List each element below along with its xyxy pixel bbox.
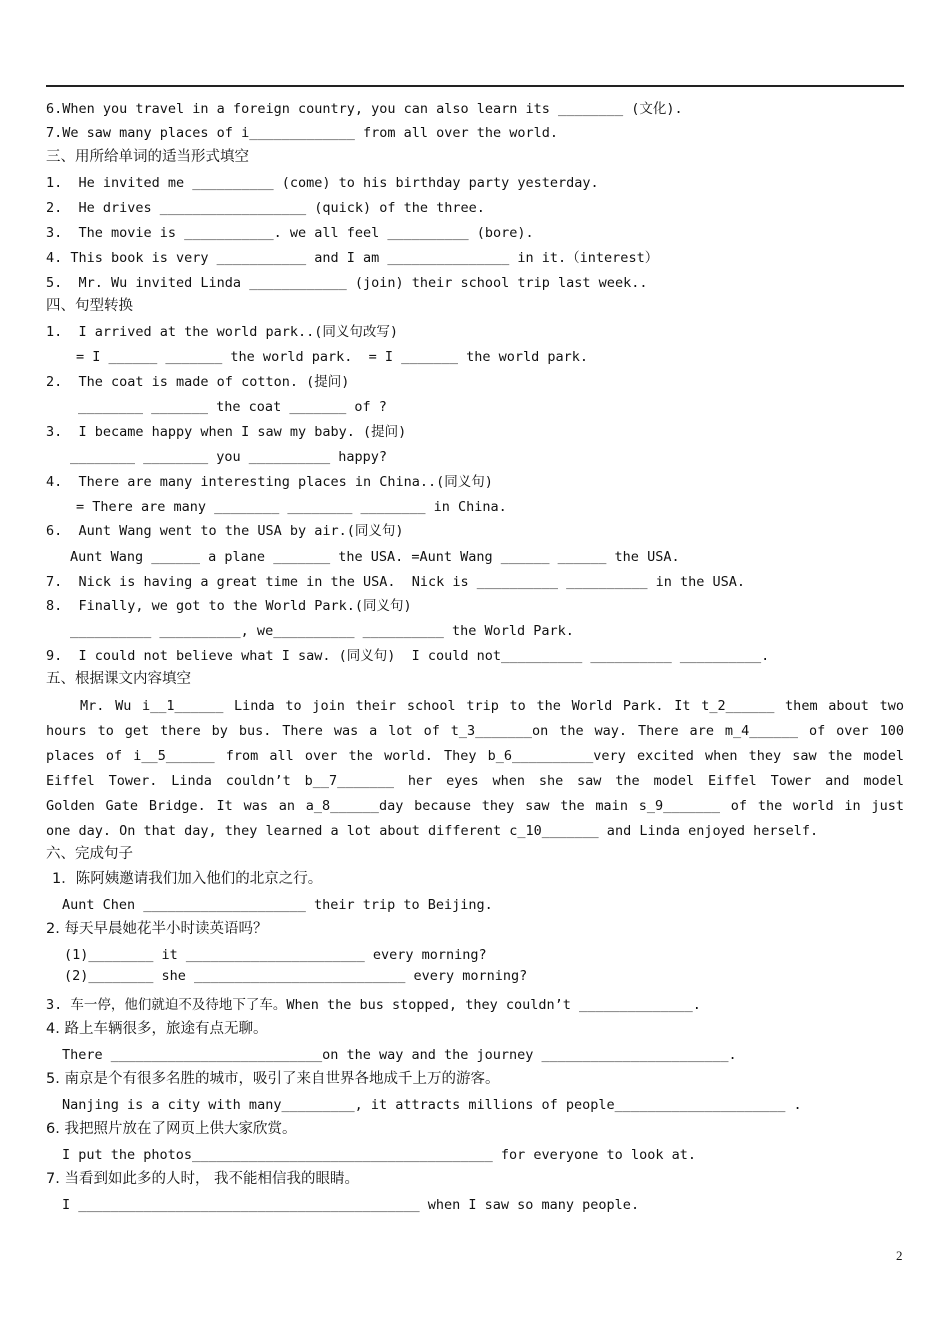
line-9: 四、句型转换 — [46, 298, 133, 314]
line-14: 3. I became happy when I saw my baby. (提问) — [46, 424, 407, 440]
line-35: (1)________ it ______________________ every morning? — [64, 947, 487, 963]
line-38: 4. 路上车辆很多，旅途有点无聊。 — [46, 1021, 268, 1037]
line-21: 8. Finally, we got to the World Park.(同义句) — [46, 598, 412, 614]
line-45: I __________________________________________ when I saw so many people. — [62, 1197, 640, 1213]
line-19: Aunt Wang ______ a plane _______ the USA. =Aunt Wang ______ ______ the USA. — [70, 549, 680, 565]
line-29: Golden Gate Bridge. It was an a_8______day because they saw the main s_9_______ of the world in just — [46, 798, 904, 814]
line-41: Nanjing is a city with many_________, it attracts millions of people_____________________ . — [62, 1097, 802, 1113]
line-1: 6.When you travel in a foreign country, you can also learn its ________ (文化). — [46, 101, 683, 117]
line-20: 7. Nick is having a great time in the USA. Nick is __________ __________ in the USA. — [46, 574, 745, 590]
line-7: 4. This book is very ___________ and I am _______________ in it.（interest） — [46, 250, 659, 266]
line-40: 5. 南京是个有很多名胜的城市，吸引了来自世界各地成千上万的游客。 — [46, 1071, 500, 1087]
line-27: places of i__5______ from all over the world. They b_6__________very excited when they saw the model — [46, 748, 904, 764]
line-10: 1. I arrived at the world park..(同义句改写) — [46, 324, 398, 340]
line-36: (2)________ she __________________________ every morning? — [64, 968, 528, 984]
top-rule — [46, 85, 904, 87]
line-31: 六、完成句子 — [46, 846, 133, 862]
line-39: There __________________________on the way and the journey _______________________. — [62, 1047, 737, 1063]
line-23: 9. I could not believe what I saw. (同义句) I could not__________ __________ __________. — [46, 648, 770, 664]
line-11: = I ______ _______ the world park. = I _______ the world park. — [76, 349, 589, 365]
line-16: 4. There are many interesting places in China..(同义句) — [46, 474, 493, 490]
line-34: 2. 每天早晨她花半小时读英语吗？ — [46, 921, 268, 937]
line-28: Eiffel Tower. Linda couldn’t b__7_______ her eyes when she saw the model Eiffel Tower and model — [46, 773, 904, 789]
line-15: ________ ________ you __________ happy? — [70, 449, 387, 465]
line-24: 五、根据课文内容填空 — [46, 671, 191, 687]
line-2: 7.We saw many places of i_____________ from all over the world. — [46, 125, 559, 141]
line-44: 7. 当看到如此多的人时， 我不能相信我的眼睛。 — [46, 1171, 360, 1187]
line-43: I put the photos_____________________________________ for everyone to look at. — [62, 1147, 696, 1163]
line-13: ________ _______ the coat _______ of ? — [78, 399, 387, 415]
line-3: 三、用所给单词的适当形式填空 — [46, 149, 249, 165]
line-12: 2. The coat is made of cotton. (提问) — [46, 374, 350, 390]
page-number: 2 — [896, 1248, 903, 1263]
line-5: 2. He drives __________________ (quick) of the three. — [46, 200, 485, 216]
line-25: Mr. Wu i__1______ Linda to join their school trip to the World Park. It t_2______ them about two — [80, 698, 904, 714]
line-42: 6. 我把照片放在了网页上供大家欣赏。 — [46, 1121, 297, 1137]
line-4: 1. He invited me __________ (come) to his birthday party yesterday. — [46, 175, 599, 191]
line-26: hours to get there by bus. There was a lot of t_3_______on the way. There are m_4______ of over 100 — [46, 723, 904, 739]
line-8: 5. Mr. Wu invited Linda ____________ (join) their school trip last week.. — [46, 275, 648, 291]
line-18: 6. Aunt Wang went to the USA by air.(同义句) — [46, 523, 404, 539]
line-22: __________ __________, we__________ __________ the World Park. — [70, 623, 574, 639]
line-6: 3. The movie is ___________. we all feel __________ (bore). — [46, 225, 534, 241]
line-37: 3. 车一停，他们就迫不及待地下了车。When the bus stopped, they couldn’t ______________. — [46, 997, 701, 1013]
line-32: 1．陈阿姨邀请我们加入他们的北京之行。 — [52, 871, 323, 887]
line-30: one day. On that day, they learned a lot about different c_10_______ and Linda enjoyed herself. — [46, 823, 819, 839]
line-17: = There are many ________ ________ ________ in China. — [76, 499, 507, 515]
line-33: Aunt Chen ____________________ their trip to Beijing. — [62, 897, 493, 913]
